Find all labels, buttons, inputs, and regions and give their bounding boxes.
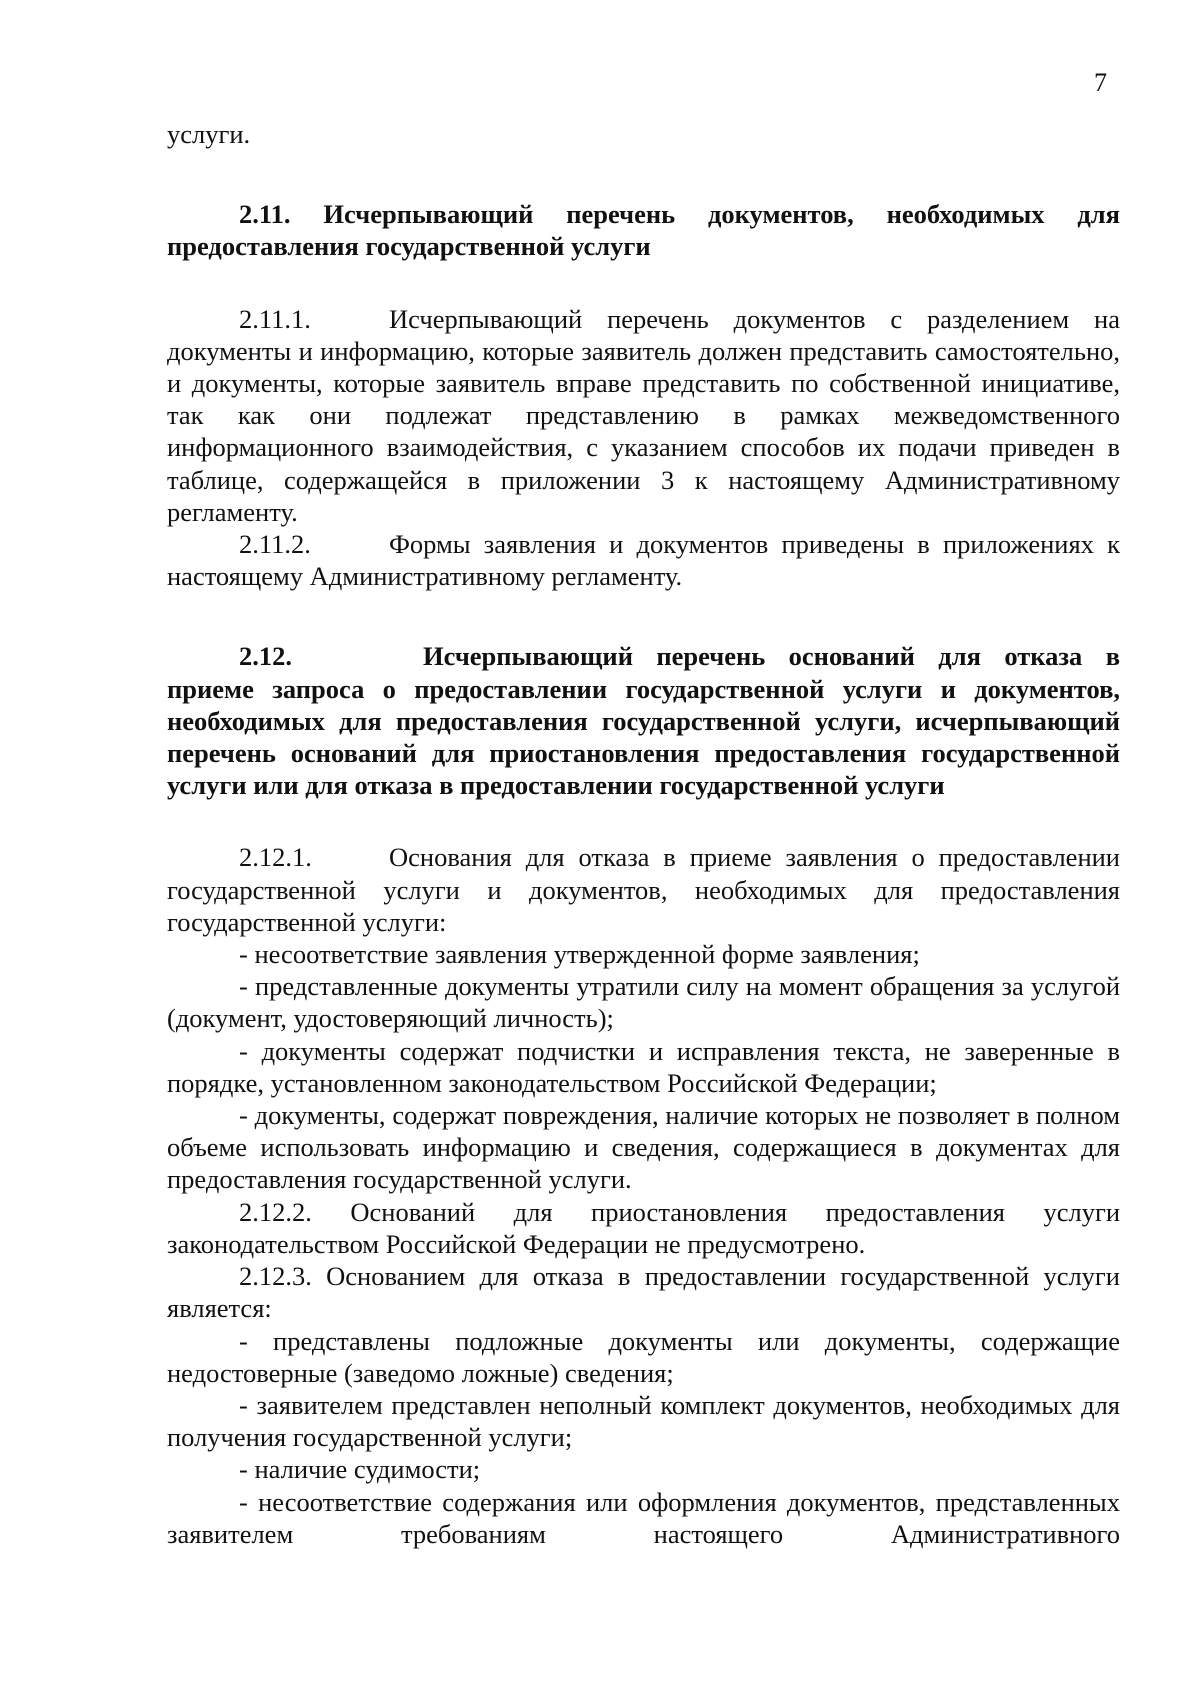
list-item: - представлены подложные документы или документы, содержащие недостоверные (заведомо ложные) сведения; — [167, 1325, 1120, 1388]
item-2-11-1-text: Исчерпывающий перечень документов с разделением на документы и информацию, которые заявитель должен представить самостоятельно, и документы, которые заявитель вправе представить по собственной инициативе, так как они подлежат представлению в рамках межведомственного информационного взаимодействия, с указанием способов их подачи приведен в таблице, содержащейся в приложении 3 к настоящему Административному регламенту. — [167, 303, 1120, 527]
list-item: - документы, содержат повреждения, наличие которых не позволяет в полном объеме использовать информацию и сведения, содержащиеся в документах для предоставления государственной услуги. — [167, 1100, 1120, 1195]
item-2-12-1-text: Основания для отказа в приеме заявления о предоставлении государственной услуги и документов, необходимых для предоставления государственной услуги: — [167, 842, 1120, 937]
item-2-11-2 — [167, 528, 1120, 592]
list-item: - несоответствие заявления утвержденной форме заявления; — [239, 939, 920, 970]
list-item: - документы содержат подчистки и исправления текста, не заверенные в порядке, установленном законодательством Российской Федерации; — [167, 1035, 1120, 1098]
page-number: 7 — [1094, 68, 1107, 97]
section-2-12-heading — [167, 640, 1120, 801]
lead-fragment: услуги. — [167, 119, 251, 149]
item-2-11-2-text: Формы заявления и документов приведены в приложениях к настоящему Административному регламенту. — [167, 529, 1120, 592]
section-2-11-title: Исчерпывающий перечень документов, необходимых для предоставления государственной услуги — [167, 199, 1120, 262]
document-body — [167, 118, 1120, 1550]
item-2-12-3: 2.12.3. Основанием для отказа в предоставлении государственной услуги является: — [167, 1261, 1120, 1324]
item-2-12-2: 2.12.2. Оснований для приостановления предоставления услуги законодательством Российской Федерации не предусмотрено. — [167, 1196, 1120, 1259]
item-2-11-1 — [167, 303, 1120, 528]
item-2-12-1-number: 2.12.1. — [239, 842, 312, 873]
section-2-11-heading — [167, 198, 1120, 262]
item-2-11-2-number: 2.11.2. — [239, 529, 311, 560]
section-2-12-title: Исчерпывающий перечень оснований для отказа в приеме запроса о предоставлении государственной услуги и документов, необходимых для предоставления государственной услуги, исчерпывающий перечень оснований для приостановления предоставления государственной услуги или для отказа в предоставлении государственной услуги — [167, 641, 1120, 801]
list-item: - представленные документы утратили силу на момент обращения за услугой (документ, удостоверяющий личность); — [167, 971, 1120, 1034]
item-2-12-1 — [167, 841, 1120, 938]
item-2-11-1-number: 2.11.1. — [239, 303, 311, 334]
list-item: - заявителем представлен неполный комплект документов, необходимых для получения государственной услуги; — [167, 1389, 1120, 1453]
section-2-11-number: 2.11. — [239, 199, 291, 230]
list-item: - наличие судимости; — [239, 1454, 481, 1485]
list-item: - несоответствие содержания или оформления документов, представленных заявителем требованиям настоящего Административного — [167, 1486, 1120, 1549]
section-2-12-number: 2.12. — [239, 641, 292, 672]
